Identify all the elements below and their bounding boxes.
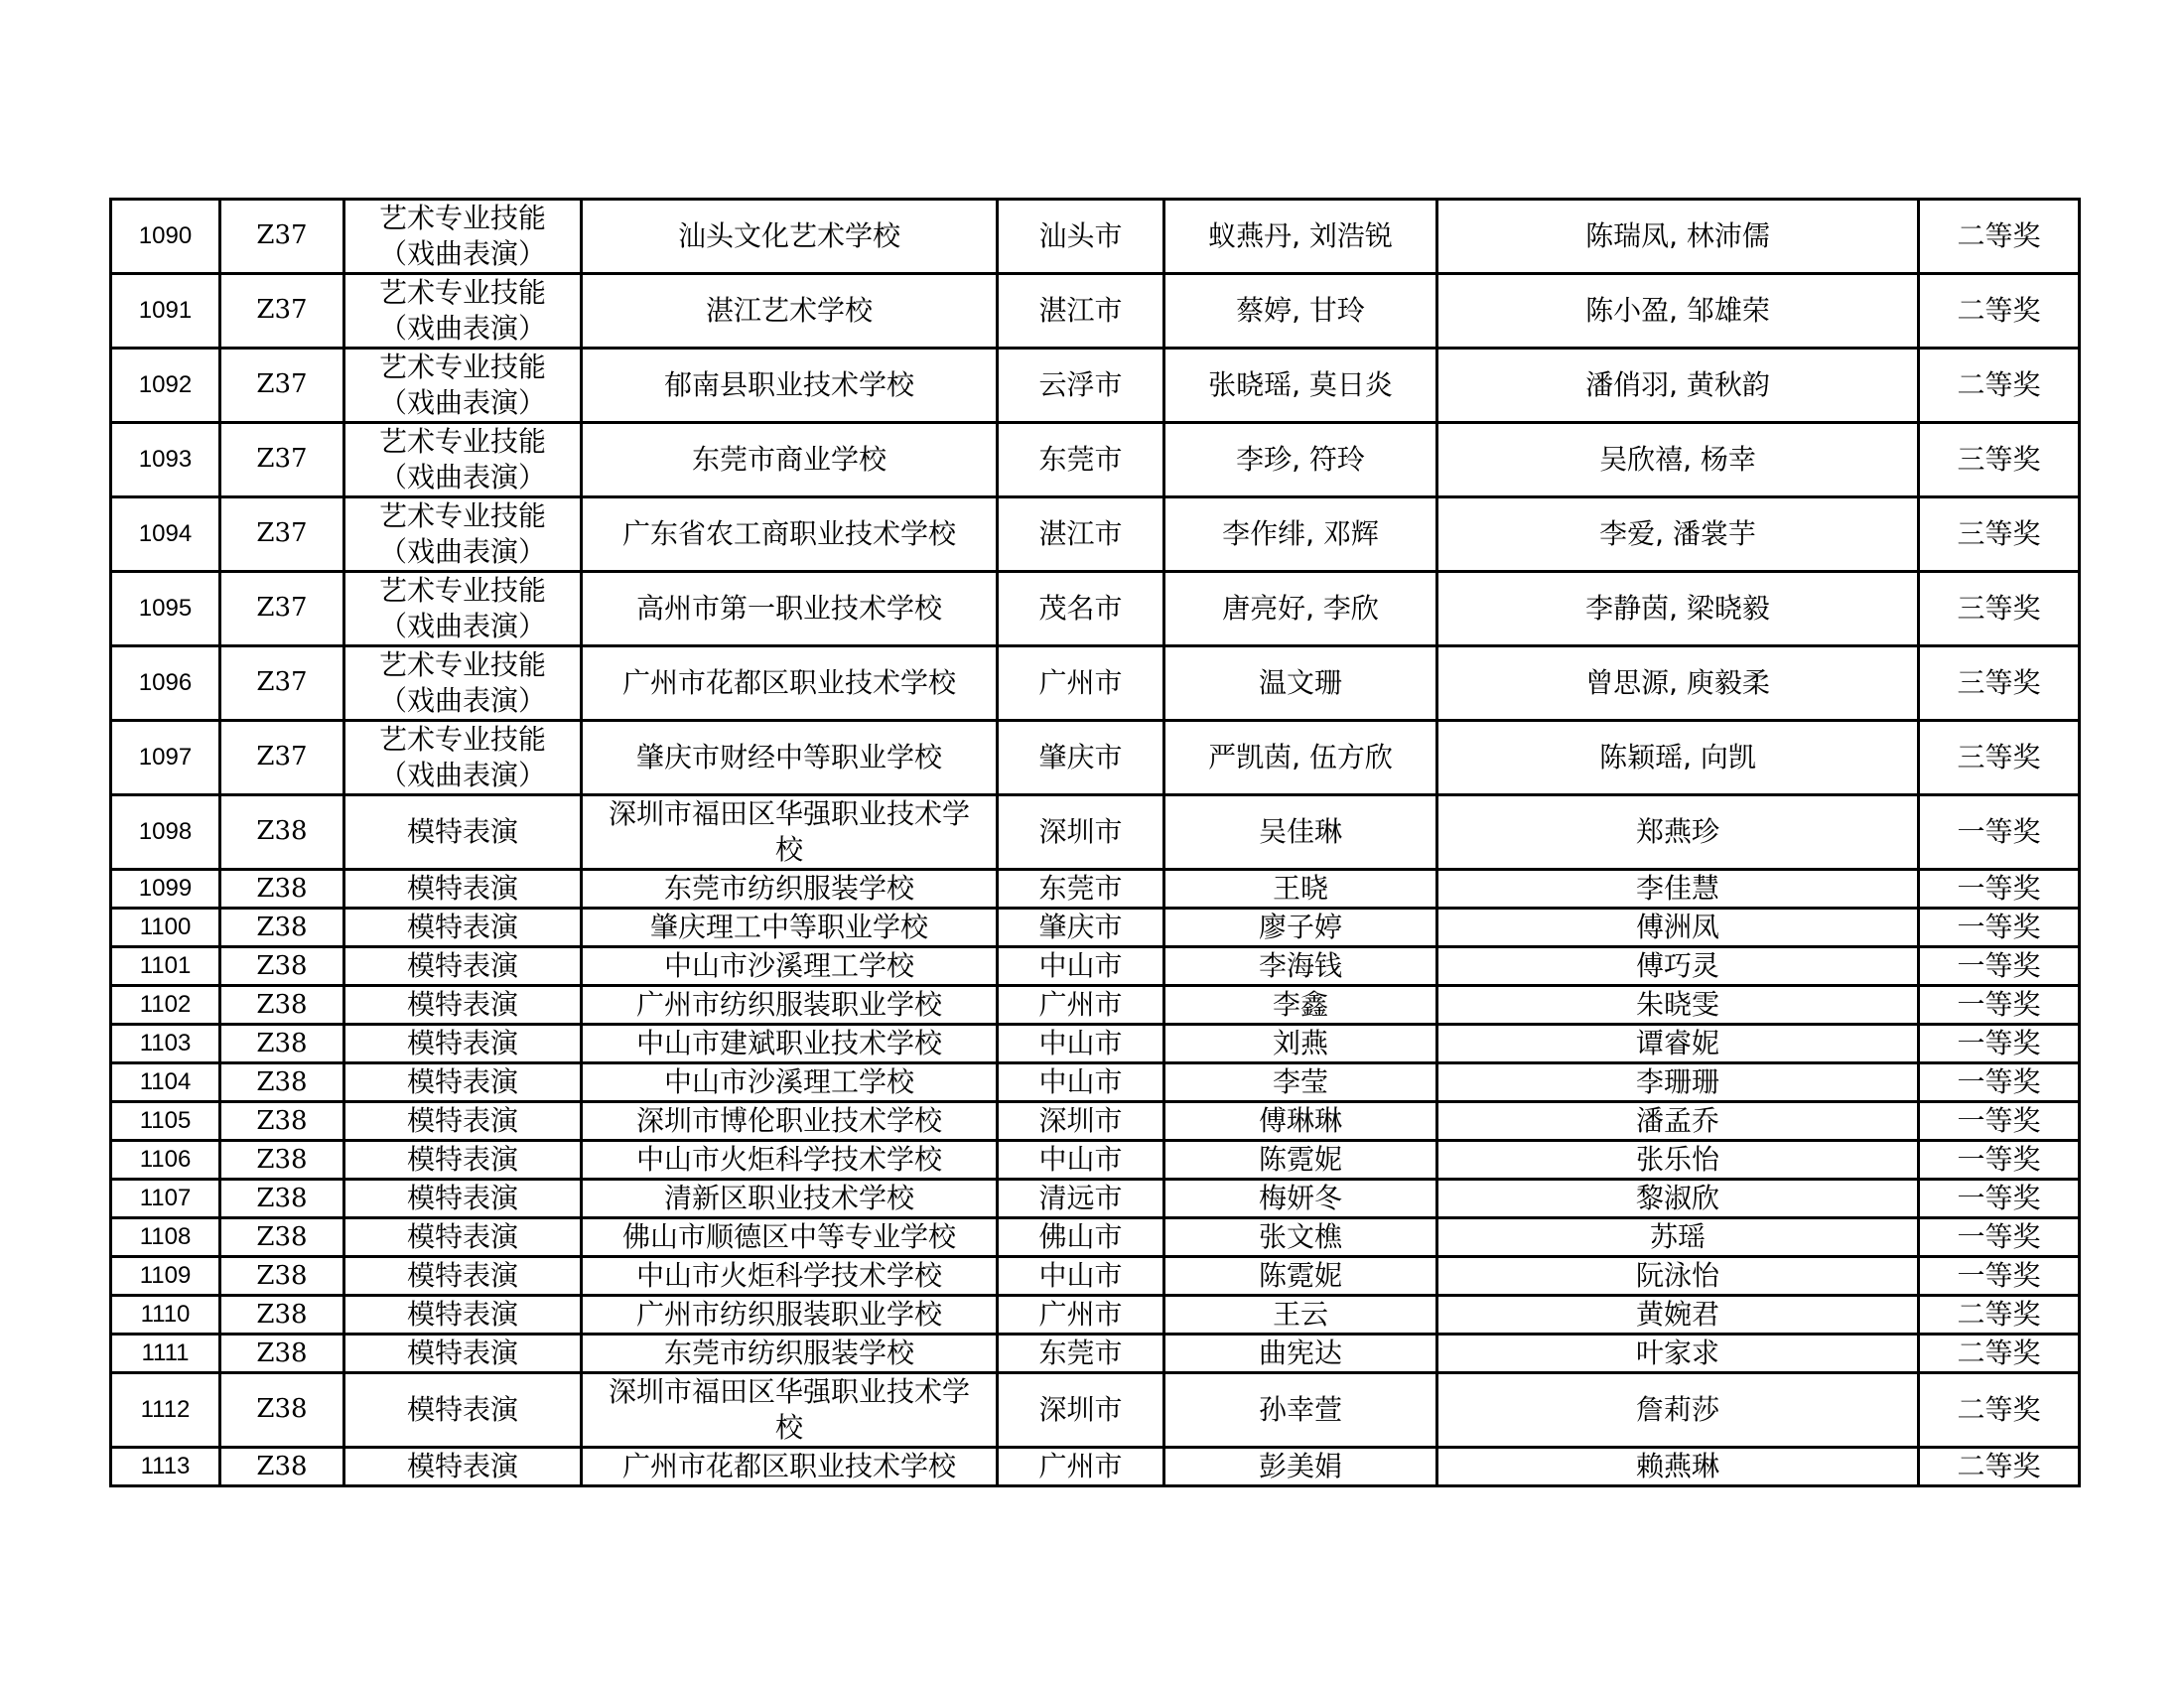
event-name-cell: 模特表演 — [344, 1296, 582, 1335]
teachers-cell: 詹莉莎 — [1437, 1373, 1919, 1448]
school-cell-line: 深圳市福田区华强职业技术学 — [608, 797, 970, 830]
teachers-cell: 黄婉君 — [1437, 1296, 1919, 1335]
school-cell: 深圳市博伦职业技术学校 — [582, 1102, 998, 1141]
event-name-cell: 模特表演 — [344, 1180, 582, 1218]
school-cell: 中山市沙溪理工学校 — [582, 1063, 998, 1102]
award-list-table — [109, 198, 2081, 1487]
city-cell: 广州市 — [998, 1448, 1164, 1486]
students-cell: 孙幸萱 — [1164, 1373, 1437, 1448]
serial-number-cell: 1101 — [111, 947, 220, 986]
students-cell: 刘燕 — [1164, 1025, 1437, 1063]
event-code-cell: Z38 — [220, 947, 344, 986]
event-name-cell-line: （戏曲表演） — [378, 237, 546, 270]
award-cell: 三等奖 — [1919, 572, 2080, 646]
school-cell: 广州市花都区职业技术学校 — [582, 646, 998, 721]
award-cell: 二等奖 — [1919, 274, 2080, 349]
serial-number-cell: 1104 — [111, 1063, 220, 1102]
event-code-cell: Z38 — [220, 909, 344, 947]
school-cell — [582, 795, 998, 870]
event-name-cell: 模特表演 — [344, 1448, 582, 1486]
event-name-cell — [344, 572, 582, 646]
school-cell: 肇庆理工中等职业学校 — [582, 909, 998, 947]
event-code-cell: Z38 — [220, 1448, 344, 1486]
award-cell: 一等奖 — [1919, 870, 2080, 909]
table-row — [111, 909, 2080, 947]
students-cell: 张文樵 — [1164, 1218, 1437, 1257]
event-name-cell-line: （戏曲表演） — [378, 759, 546, 791]
event-code-cell: Z38 — [220, 795, 344, 870]
event-name-cell-line: 艺术专业技能 — [378, 425, 546, 458]
students-cell: 王晓 — [1164, 870, 1437, 909]
event-code-cell: Z38 — [220, 1025, 344, 1063]
students-cell: 李作绯, 邓辉 — [1164, 497, 1437, 572]
event-name-cell: 模特表演 — [344, 1335, 582, 1373]
table-row — [111, 497, 2080, 572]
event-name-cell-line: （戏曲表演） — [378, 312, 546, 345]
teachers-cell: 朱晓雯 — [1437, 986, 1919, 1025]
serial-number-cell: 1105 — [111, 1102, 220, 1141]
school-cell: 清新区职业技术学校 — [582, 1180, 998, 1218]
award-cell: 二等奖 — [1919, 1335, 2080, 1373]
city-cell: 东莞市 — [998, 1335, 1164, 1373]
event-code-cell: Z37 — [220, 423, 344, 497]
event-name-cell-line: 艺术专业技能 — [378, 276, 546, 309]
school-cell-line: 深圳市福田区华强职业技术学 — [608, 1375, 970, 1408]
school-cell: 中山市建斌职业技术学校 — [582, 1025, 998, 1063]
award-cell: 一等奖 — [1919, 1025, 2080, 1063]
students-cell: 严凯茵, 伍方欣 — [1164, 721, 1437, 795]
event-code-cell: Z38 — [220, 1102, 344, 1141]
school-cell: 中山市火炬科学技术学校 — [582, 1257, 998, 1296]
serial-number-cell: 1094 — [111, 497, 220, 572]
event-code-cell: Z37 — [220, 572, 344, 646]
city-cell: 肇庆市 — [998, 721, 1164, 795]
serial-number-cell: 1095 — [111, 572, 220, 646]
school-cell: 广州市花都区职业技术学校 — [582, 1448, 998, 1486]
table-row — [111, 947, 2080, 986]
event-name-cell: 模特表演 — [344, 870, 582, 909]
students-cell: 李海钱 — [1164, 947, 1437, 986]
serial-number-cell: 1106 — [111, 1141, 220, 1180]
event-code-cell: Z38 — [220, 1218, 344, 1257]
table-row — [111, 1218, 2080, 1257]
students-cell: 李鑫 — [1164, 986, 1437, 1025]
event-code-cell: Z37 — [220, 274, 344, 349]
teachers-cell: 谭睿妮 — [1437, 1025, 1919, 1063]
teachers-cell: 阮泳怡 — [1437, 1257, 1919, 1296]
table-row — [111, 1335, 2080, 1373]
school-cell: 东莞市纺织服装学校 — [582, 1335, 998, 1373]
table-row — [111, 1102, 2080, 1141]
school-cell: 佛山市顺德区中等专业学校 — [582, 1218, 998, 1257]
event-code-cell: Z38 — [220, 1141, 344, 1180]
school-cell: 中山市火炬科学技术学校 — [582, 1141, 998, 1180]
serial-number-cell: 1100 — [111, 909, 220, 947]
students-cell: 温文珊 — [1164, 646, 1437, 721]
serial-number-cell: 1107 — [111, 1180, 220, 1218]
city-cell: 湛江市 — [998, 497, 1164, 572]
city-cell: 肇庆市 — [998, 909, 1164, 947]
teachers-cell: 黎淑欣 — [1437, 1180, 1919, 1218]
table-row — [111, 795, 2080, 870]
teachers-cell: 赖燕琳 — [1437, 1448, 1919, 1486]
award-cell: 一等奖 — [1919, 947, 2080, 986]
table-row — [111, 423, 2080, 497]
award-cell: 一等奖 — [1919, 795, 2080, 870]
serial-number-cell: 1109 — [111, 1257, 220, 1296]
school-cell — [582, 1373, 998, 1448]
students-cell: 张晓瑶, 莫日炎 — [1164, 349, 1437, 423]
city-cell: 东莞市 — [998, 870, 1164, 909]
serial-number-cell: 1103 — [111, 1025, 220, 1063]
table-row — [111, 572, 2080, 646]
event-name-cell-line: 艺术专业技能 — [378, 574, 546, 607]
table-row — [111, 1448, 2080, 1486]
award-cell: 二等奖 — [1919, 200, 2080, 274]
table-row — [111, 274, 2080, 349]
award-cell: 三等奖 — [1919, 646, 2080, 721]
award-table-body — [111, 200, 2080, 1486]
teachers-cell: 李珊珊 — [1437, 1063, 1919, 1102]
award-cell: 二等奖 — [1919, 1448, 2080, 1486]
serial-number-cell: 1099 — [111, 870, 220, 909]
students-cell: 李莹 — [1164, 1063, 1437, 1102]
students-cell: 李珍, 符玲 — [1164, 423, 1437, 497]
serial-number-cell: 1111 — [111, 1335, 220, 1373]
award-cell: 一等奖 — [1919, 1180, 2080, 1218]
event-name-cell-line: （戏曲表演） — [378, 610, 546, 642]
students-cell: 蔡婷, 甘玲 — [1164, 274, 1437, 349]
serial-number-cell: 1096 — [111, 646, 220, 721]
teachers-cell: 陈小盈, 邹雄荣 — [1437, 274, 1919, 349]
teachers-cell: 郑燕珍 — [1437, 795, 1919, 870]
event-name-cell: 模特表演 — [344, 1141, 582, 1180]
table-row — [111, 1180, 2080, 1218]
event-name-cell — [344, 349, 582, 423]
students-cell: 彭美娟 — [1164, 1448, 1437, 1486]
event-name-cell-line: （戏曲表演） — [378, 535, 546, 568]
city-cell: 湛江市 — [998, 274, 1164, 349]
event-name-cell-line: 艺术专业技能 — [378, 648, 546, 681]
city-cell: 广州市 — [998, 1296, 1164, 1335]
serial-number-cell: 1113 — [111, 1448, 220, 1486]
event-name-cell-line: 艺术专业技能 — [378, 351, 546, 383]
award-cell: 一等奖 — [1919, 986, 2080, 1025]
award-cell: 一等奖 — [1919, 909, 2080, 947]
serial-number-cell: 1112 — [111, 1373, 220, 1448]
city-cell: 中山市 — [998, 1141, 1164, 1180]
event-name-cell-line: （戏曲表演） — [378, 684, 546, 717]
teachers-cell: 潘俏羽, 黄秋韵 — [1437, 349, 1919, 423]
teachers-cell: 苏瑶 — [1437, 1218, 1919, 1257]
city-cell: 深圳市 — [998, 795, 1164, 870]
teachers-cell: 李爱, 潘裳芋 — [1437, 497, 1919, 572]
table-row — [111, 1025, 2080, 1063]
teachers-cell: 李静茵, 梁晓毅 — [1437, 572, 1919, 646]
students-cell: 陈霓妮 — [1164, 1141, 1437, 1180]
event-code-cell: Z38 — [220, 1180, 344, 1218]
event-name-cell — [344, 646, 582, 721]
teachers-cell: 叶家求 — [1437, 1335, 1919, 1373]
event-code-cell: Z37 — [220, 200, 344, 274]
teachers-cell: 曾思源, 庾毅柔 — [1437, 646, 1919, 721]
award-cell: 三等奖 — [1919, 423, 2080, 497]
event-name-cell-line: （戏曲表演） — [378, 461, 546, 493]
students-cell: 廖子婷 — [1164, 909, 1437, 947]
award-cell: 二等奖 — [1919, 1373, 2080, 1448]
city-cell: 东莞市 — [998, 423, 1164, 497]
city-cell: 茂名市 — [998, 572, 1164, 646]
students-cell: 曲宪达 — [1164, 1335, 1437, 1373]
table-row — [111, 1063, 2080, 1102]
serial-number-cell: 1102 — [111, 986, 220, 1025]
event-name-cell: 模特表演 — [344, 1025, 582, 1063]
event-name-cell-line: 艺术专业技能 — [378, 499, 546, 532]
students-cell: 王云 — [1164, 1296, 1437, 1335]
serial-number-cell: 1098 — [111, 795, 220, 870]
city-cell: 广州市 — [998, 986, 1164, 1025]
event-name-cell: 模特表演 — [344, 909, 582, 947]
city-cell: 清远市 — [998, 1180, 1164, 1218]
table-row — [111, 1141, 2080, 1180]
serial-number-cell: 1091 — [111, 274, 220, 349]
event-name-cell: 模特表演 — [344, 1257, 582, 1296]
event-code-cell: Z38 — [220, 1296, 344, 1335]
table-row — [111, 1296, 2080, 1335]
city-cell: 佛山市 — [998, 1218, 1164, 1257]
city-cell: 中山市 — [998, 1257, 1164, 1296]
table-row — [111, 1373, 2080, 1448]
students-cell: 梅妍冬 — [1164, 1180, 1437, 1218]
event-name-cell — [344, 423, 582, 497]
event-code-cell: Z38 — [220, 986, 344, 1025]
table-row — [111, 349, 2080, 423]
city-cell: 中山市 — [998, 947, 1164, 986]
school-cell: 广东省农工商职业技术学校 — [582, 497, 998, 572]
event-name-cell: 模特表演 — [344, 947, 582, 986]
school-cell: 高州市第一职业技术学校 — [582, 572, 998, 646]
event-name-cell: 模特表演 — [344, 795, 582, 870]
city-cell: 云浮市 — [998, 349, 1164, 423]
school-cell: 广州市纺织服装职业学校 — [582, 986, 998, 1025]
teachers-cell: 傅巧灵 — [1437, 947, 1919, 986]
school-cell-line: 校 — [774, 833, 803, 866]
event-name-cell: 模特表演 — [344, 1102, 582, 1141]
serial-number-cell: 1092 — [111, 349, 220, 423]
city-cell: 中山市 — [998, 1063, 1164, 1102]
event-name-cell-line: 艺术专业技能 — [378, 202, 546, 234]
serial-number-cell: 1110 — [111, 1296, 220, 1335]
students-cell: 蚁燕丹, 刘浩锐 — [1164, 200, 1437, 274]
teachers-cell: 张乐怡 — [1437, 1141, 1919, 1180]
award-cell: 二等奖 — [1919, 1296, 2080, 1335]
teachers-cell: 潘孟乔 — [1437, 1102, 1919, 1141]
event-name-cell: 模特表演 — [344, 1063, 582, 1102]
table-row — [111, 646, 2080, 721]
serial-number-cell: 1097 — [111, 721, 220, 795]
city-cell: 中山市 — [998, 1025, 1164, 1063]
event-name-cell-line: （戏曲表演） — [378, 386, 546, 419]
award-cell: 一等奖 — [1919, 1063, 2080, 1102]
event-name-cell — [344, 497, 582, 572]
event-code-cell: Z37 — [220, 497, 344, 572]
event-code-cell: Z38 — [220, 1335, 344, 1373]
table-row — [111, 721, 2080, 795]
event-code-cell: Z38 — [220, 870, 344, 909]
teachers-cell: 陈颖瑶, 向凯 — [1437, 721, 1919, 795]
event-name-cell: 模特表演 — [344, 1218, 582, 1257]
school-cell: 郁南县职业技术学校 — [582, 349, 998, 423]
table-row — [111, 986, 2080, 1025]
city-cell: 广州市 — [998, 646, 1164, 721]
award-cell: 一等奖 — [1919, 1141, 2080, 1180]
teachers-cell: 吴欣禧, 杨幸 — [1437, 423, 1919, 497]
city-cell: 深圳市 — [998, 1102, 1164, 1141]
award-cell: 一等奖 — [1919, 1102, 2080, 1141]
award-cell: 二等奖 — [1919, 349, 2080, 423]
school-cell-line: 校 — [774, 1411, 803, 1444]
school-cell: 湛江艺术学校 — [582, 274, 998, 349]
event-code-cell: Z38 — [220, 1257, 344, 1296]
serial-number-cell: 1090 — [111, 200, 220, 274]
teachers-cell: 李佳慧 — [1437, 870, 1919, 909]
award-cell: 三等奖 — [1919, 721, 2080, 795]
event-name-cell — [344, 721, 582, 795]
teachers-cell: 傅洲凤 — [1437, 909, 1919, 947]
award-cell: 一等奖 — [1919, 1257, 2080, 1296]
serial-number-cell: 1093 — [111, 423, 220, 497]
city-cell: 深圳市 — [998, 1373, 1164, 1448]
city-cell: 汕头市 — [998, 200, 1164, 274]
table-row — [111, 200, 2080, 274]
school-cell: 汕头文化艺术学校 — [582, 200, 998, 274]
table-row — [111, 870, 2080, 909]
school-cell: 东莞市商业学校 — [582, 423, 998, 497]
event-name-cell: 模特表演 — [344, 1373, 582, 1448]
event-code-cell: Z38 — [220, 1373, 344, 1448]
event-code-cell: Z38 — [220, 1063, 344, 1102]
school-cell: 中山市沙溪理工学校 — [582, 947, 998, 986]
serial-number-cell: 1108 — [111, 1218, 220, 1257]
school-cell: 广州市纺织服装职业学校 — [582, 1296, 998, 1335]
award-cell: 一等奖 — [1919, 1218, 2080, 1257]
school-cell: 肇庆市财经中等职业学校 — [582, 721, 998, 795]
students-cell: 陈霓妮 — [1164, 1257, 1437, 1296]
event-name-cell — [344, 200, 582, 274]
teachers-cell: 陈瑞凤, 林沛儒 — [1437, 200, 1919, 274]
students-cell: 唐亮好, 李欣 — [1164, 572, 1437, 646]
table-row — [111, 1257, 2080, 1296]
event-name-cell — [344, 274, 582, 349]
event-code-cell: Z37 — [220, 349, 344, 423]
award-cell: 三等奖 — [1919, 497, 2080, 572]
students-cell: 吴佳琳 — [1164, 795, 1437, 870]
event-name-cell: 模特表演 — [344, 986, 582, 1025]
school-cell: 东莞市纺织服装学校 — [582, 870, 998, 909]
students-cell: 傅琳琳 — [1164, 1102, 1437, 1141]
event-code-cell: Z37 — [220, 721, 344, 795]
event-name-cell-line: 艺术专业技能 — [378, 723, 546, 756]
event-code-cell: Z37 — [220, 646, 344, 721]
